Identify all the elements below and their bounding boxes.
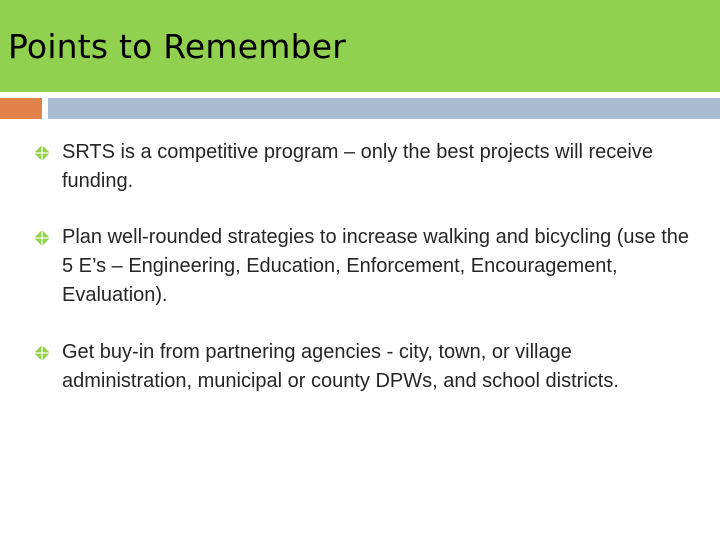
diamond-icon <box>33 344 51 362</box>
diamond-icon <box>33 229 51 247</box>
bullet-text: Plan well-rounded strategies to increase walking and bicycling (use the 5 E’s – Engineering, Education, Enforcement, Encouragement, Evaluation). <box>62 226 690 306</box>
accent-bar-orange <box>0 98 42 119</box>
title-bar <box>0 0 720 92</box>
diamond-icon <box>33 144 51 162</box>
bullet-text: Get buy-in from partnering agencies - city, town, or village administration, municipal or county DPWs, and school districts. <box>62 341 619 392</box>
slide-title: Points to Remember <box>8 27 346 66</box>
accent-bar-blue <box>48 98 720 119</box>
bullet-text: SRTS is a competitive program – only the best projects will receive funding. <box>62 141 653 192</box>
